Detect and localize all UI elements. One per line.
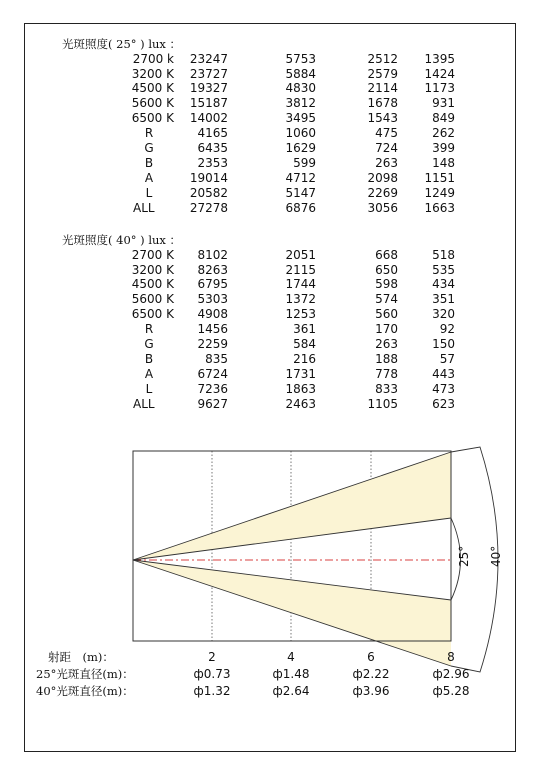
row-label: 6500 K	[131, 111, 174, 126]
row-label: L	[145, 381, 153, 396]
diameter-40-label: 40°光斑直径(m)：	[36, 684, 134, 698]
table-cell: 92	[439, 322, 455, 337]
table-cell: 1151	[424, 170, 455, 185]
row-label: G	[144, 337, 154, 351]
table-cell: 3495	[285, 111, 316, 126]
row-label: 5600 K	[131, 292, 174, 307]
table-cell: 23247	[189, 51, 228, 66]
diameter-25-value: ф1.48	[272, 667, 310, 681]
table-cell: 262	[432, 126, 455, 141]
table-cell: 4908	[197, 307, 228, 322]
table-cell: 1105	[367, 396, 398, 411]
table-cell: 4830	[285, 81, 316, 96]
table-cell: 584	[293, 337, 316, 351]
table-cell: 833	[375, 381, 398, 396]
table-cell: 5303	[197, 292, 228, 307]
table-cell: 150	[432, 337, 455, 351]
table-cell: 668	[375, 247, 398, 262]
table-cell: 5753	[285, 51, 316, 66]
row-label: B	[144, 155, 154, 170]
angle-label-25: 25°	[457, 545, 471, 567]
table-cell: 6435	[197, 141, 228, 155]
table-cell: 1863	[285, 381, 316, 396]
table-cell: 574	[375, 292, 398, 307]
table-cell: 7236	[197, 381, 228, 396]
diameter-25-value: ф2.22	[352, 667, 390, 681]
table-cell: 1678	[367, 96, 398, 111]
row-label: 5600 K	[131, 96, 174, 111]
table-cell: 1249	[424, 185, 455, 200]
diameter-25-label: 25°光斑直径(m)：	[36, 667, 134, 681]
table-cell: 1543	[367, 111, 398, 126]
table-cell: 1060	[285, 126, 316, 141]
row-label: 2700 k	[132, 51, 174, 66]
table-cell: 2269	[367, 185, 398, 200]
table-cell: 4712	[285, 170, 316, 185]
table-cell: 6724	[197, 366, 228, 381]
angle-label-40: 40°	[489, 545, 503, 567]
table-cell: 14002	[189, 111, 228, 126]
row-label: A	[144, 170, 154, 185]
table-cell: 15187	[189, 96, 228, 111]
table-cell: 1456	[197, 322, 228, 337]
table-cell: 361	[293, 322, 316, 337]
table-cell: 8263	[197, 262, 228, 277]
table-cell: 724	[375, 141, 398, 155]
row-label: ALL	[133, 200, 155, 215]
table-cell: 2115	[285, 262, 316, 277]
table-cell: 475	[375, 126, 398, 141]
table-cell: 2512	[367, 51, 398, 66]
table-cell: 535	[432, 262, 455, 277]
table-cell: 598	[375, 277, 398, 292]
row-label: 3200 K	[131, 262, 174, 277]
distance-value: 8	[447, 650, 455, 664]
table-title-25: 光斑照度( 25° ) lux ：	[62, 37, 182, 51]
table-cell: 1372	[285, 292, 316, 307]
table-cell: 1253	[285, 307, 316, 322]
table-cell: 399	[432, 141, 455, 155]
diameter-40-value: ф5.28	[432, 684, 470, 698]
table-cell: 1744	[285, 277, 316, 292]
distance-label: 射距 (m)：	[48, 650, 114, 664]
diameter-40-value: ф3.96	[352, 684, 390, 698]
table-cell: 2463	[285, 396, 316, 411]
table-cell: 27278	[189, 200, 228, 215]
table-cell: 2114	[367, 81, 398, 96]
distance-value: 4	[287, 650, 295, 664]
distance-value: 6	[367, 650, 375, 664]
row-label: 6500 K	[131, 307, 174, 322]
table-cell: 188	[375, 351, 398, 366]
row-label: 2700 K	[131, 247, 174, 262]
table-cell: 3812	[285, 96, 316, 111]
table-cell: 560	[375, 307, 398, 322]
table-cell: 931	[432, 96, 455, 111]
table-cell: 9627	[197, 396, 228, 411]
table-cell: 263	[375, 155, 398, 170]
table-cell: 148	[432, 155, 455, 170]
table-cell: 443	[432, 366, 455, 381]
table-cell: 6876	[285, 200, 316, 215]
diameter-25-value: ф2.96	[432, 667, 470, 681]
table-cell: 1173	[424, 81, 455, 96]
table-cell: 518	[432, 247, 455, 262]
table-cell: 4165	[197, 126, 228, 141]
table-cell: 20582	[189, 185, 228, 200]
row-label: ALL	[133, 396, 155, 411]
table-cell: 351	[432, 292, 455, 307]
table-cell: 650	[375, 262, 398, 277]
row-label: B	[144, 351, 154, 366]
table-cell: 2051	[285, 247, 316, 262]
table-cell: 835	[205, 351, 228, 366]
table-cell: 170	[375, 322, 398, 337]
table-cell: 849	[432, 111, 455, 126]
row-label: 4500 K	[131, 277, 174, 292]
table-cell: 57	[439, 351, 455, 366]
table-cell: 6795	[197, 277, 228, 292]
table-cell: 778	[375, 366, 398, 381]
row-label: R	[144, 322, 154, 337]
table-cell: 23727	[189, 66, 228, 81]
table-cell: 623	[432, 396, 455, 411]
table-cell: 473	[432, 381, 455, 396]
row-label: 4500 K	[131, 81, 174, 96]
table-cell: 2353	[197, 155, 228, 170]
diameter-40-value: ф2.64	[272, 684, 310, 698]
table-cell: 8102	[197, 247, 228, 262]
table-cell: 1629	[285, 141, 316, 155]
table-cell: 1395	[424, 51, 455, 66]
table-cell: 19327	[189, 81, 228, 96]
table-cell: 216	[293, 351, 316, 366]
diameter-25-value: ф0.73	[193, 667, 231, 681]
table-cell: 1731	[285, 366, 316, 381]
table-cell: 320	[432, 307, 455, 322]
table-cell: 434	[432, 277, 455, 292]
table-cell: 19014	[189, 170, 228, 185]
row-label: 3200 K	[131, 66, 174, 81]
distance-value: 2	[208, 650, 216, 664]
table-cell: 599	[293, 155, 316, 170]
table-cell: 2579	[367, 66, 398, 81]
table-cell: 2098	[367, 170, 398, 185]
row-label: A	[144, 366, 154, 381]
table-title-40: 光斑照度( 40° ) lux ：	[62, 233, 182, 247]
row-label: R	[144, 126, 154, 141]
table-cell: 1424	[424, 66, 455, 81]
table-cell: 2259	[197, 337, 228, 351]
table-cell: 5147	[285, 185, 316, 200]
table-cell: 263	[375, 337, 398, 351]
row-label: L	[145, 185, 153, 200]
row-label: G	[144, 141, 154, 155]
diameter-40-value: ф1.32	[193, 684, 231, 698]
table-cell: 3056	[367, 200, 398, 215]
table-cell: 5884	[285, 66, 316, 81]
table-cell: 1663	[424, 200, 455, 215]
